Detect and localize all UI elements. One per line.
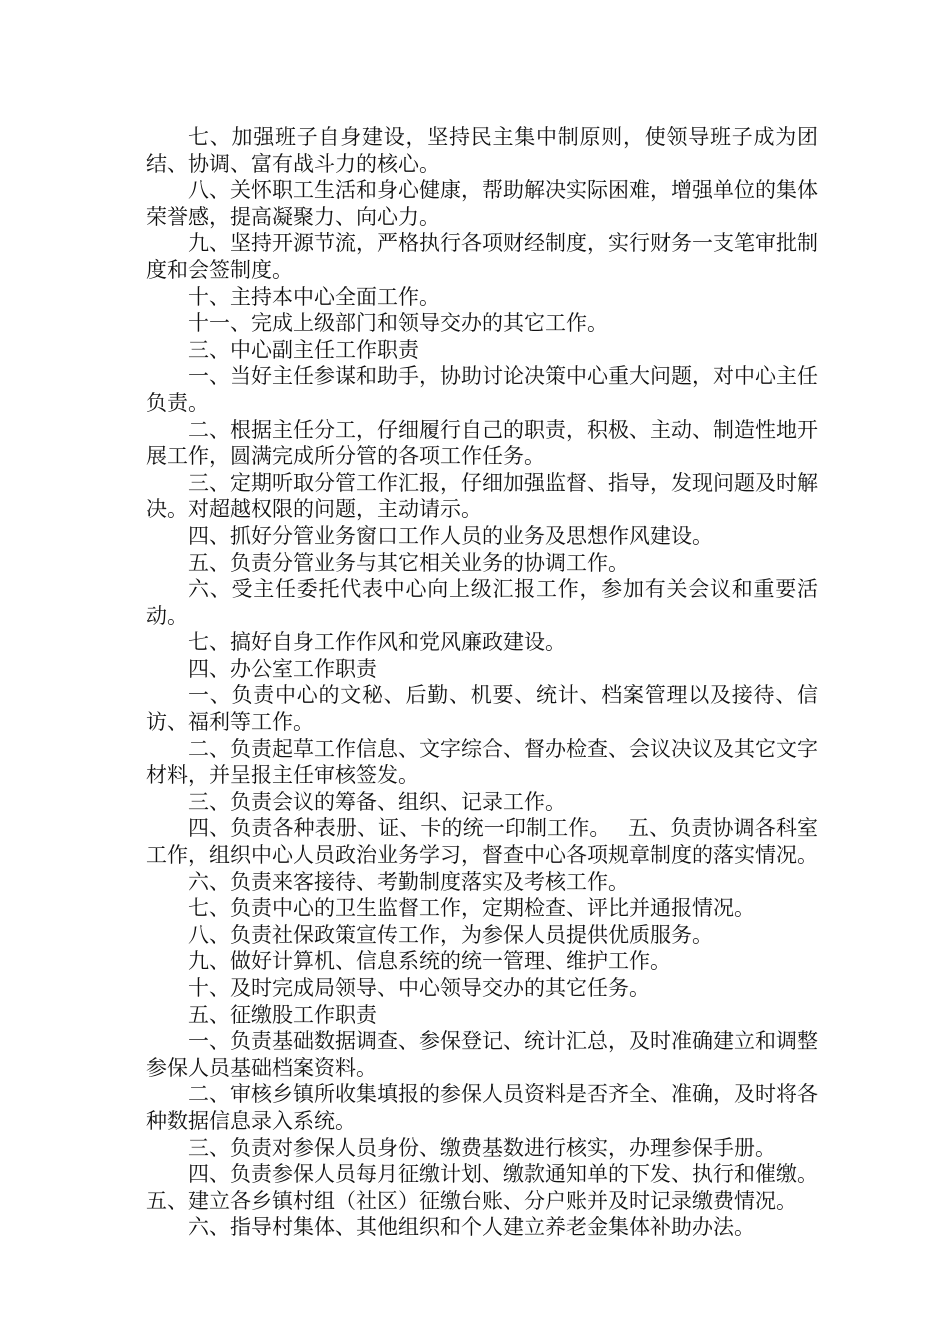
paragraph: 三、负责会议的筹备、组织、记录工作。 [188,789,566,814]
paragraph: 二、根据主任分工，仔细履行自己的职责，积极、主动、制造性地开展工作，圆满完成所分管的各项工作任务。 [146,417,818,469]
paragraph: 九、做好计算机、信息系统的统一管理、维护工作。 [188,949,671,974]
paragraph: 六、受主任委托代表中心向上级汇报工作，参加有关会议和重要活动。 [146,577,818,628]
paragraph: 七、负责中心的卫生监督工作，定期检查、评比并通报情况。 [188,896,755,921]
paragraph: 八、关怀职工生活和身心健康，帮助解决实际困难，增强单位的集体荣誉感，提高凝聚力、向心力。 [146,178,818,229]
document-body [146,124,818,1241]
paragraph: 三、负责对参保人员身份、缴费基数进行核实，办理参保手册。 [188,1135,776,1160]
paragraph: 一、当好主任参谋和助手，协助讨论决策中心重大问题，对中心主任负责。 [146,364,818,415]
paragraph: 三、定期听取分管工作汇报，仔细加强监督、指导，发现问题及时解决。对超越权限的问题，主动请示。 [146,470,818,522]
paragraph: 七、搞好自身工作作风和党风廉政建设。 [188,630,566,655]
section-heading: 五、征缴股工作职责 [188,1002,377,1027]
paragraph: 四、负责参保人员每月征缴计划、缴款通知单的下发、执行和催缴。 五、建立各乡镇村组（社区）征缴台账、分户账并及时记录缴费情况。 [146,1162,818,1213]
paragraph: 八、负责社保政策宣传工作，为参保人员提供优质服务。 [188,922,713,947]
paragraph: 四、抓好分管业务窗口工作人员的业务及思想作风建设。 [188,523,713,548]
paragraph: 十、主持本中心全面工作。 [188,284,440,309]
section-heading: 三、中心副主任工作职责 [188,337,419,362]
section-heading: 四、办公室工作职责 [188,656,377,681]
paragraph: 九、坚持开源节流，严格执行各项财经制度，实行财务一支笔审批制度和会签制度。 [146,231,818,282]
paragraph: 十、及时完成局领导、中心领导交办的其它任务。 [188,976,650,1000]
paragraph: 四、负责各种表册、证、卡的统一印制工作。 五、负责协调各科室工作，组织中心人员政治业务学习，督查中心各项规章制度的落实情况。 [146,816,818,868]
paragraph: 六、指导村集体、其他组织和个人建立养老金集体补助办法。 [188,1215,755,1240]
paragraph: 一、负责中心的文秘、后勤、机要、统计、档案管理以及接待、信访、福利等工作。 [146,683,818,735]
paragraph: 一、负责基础数据调查、参保登记、统计汇总，及时准确建立和调整参保人员基础档案资料。 [146,1029,818,1080]
paragraph: 六、负责来客接待、考勤制度落实及考核工作。 [188,869,629,894]
paragraph: 七、加强班子自身建设，坚持民主集中制原则，使领导班子成为团结、协调、富有战斗力的核心。 [146,125,818,176]
paragraph: 五、负责分管业务与其它相关业务的协调工作。 [188,550,629,575]
paragraph: 二、审核乡镇所收集填报的参保人员资料是否齐全、准确，及时将各种数据信息录入系统。 [146,1082,818,1133]
paragraph: 十一、完成上级部门和领导交办的其它工作。 [188,311,608,336]
paragraph: 二、负责起草工作信息、文字综合、督办检查、会议决议及其它文字材料，并呈报主任审核签发。 [146,736,818,788]
